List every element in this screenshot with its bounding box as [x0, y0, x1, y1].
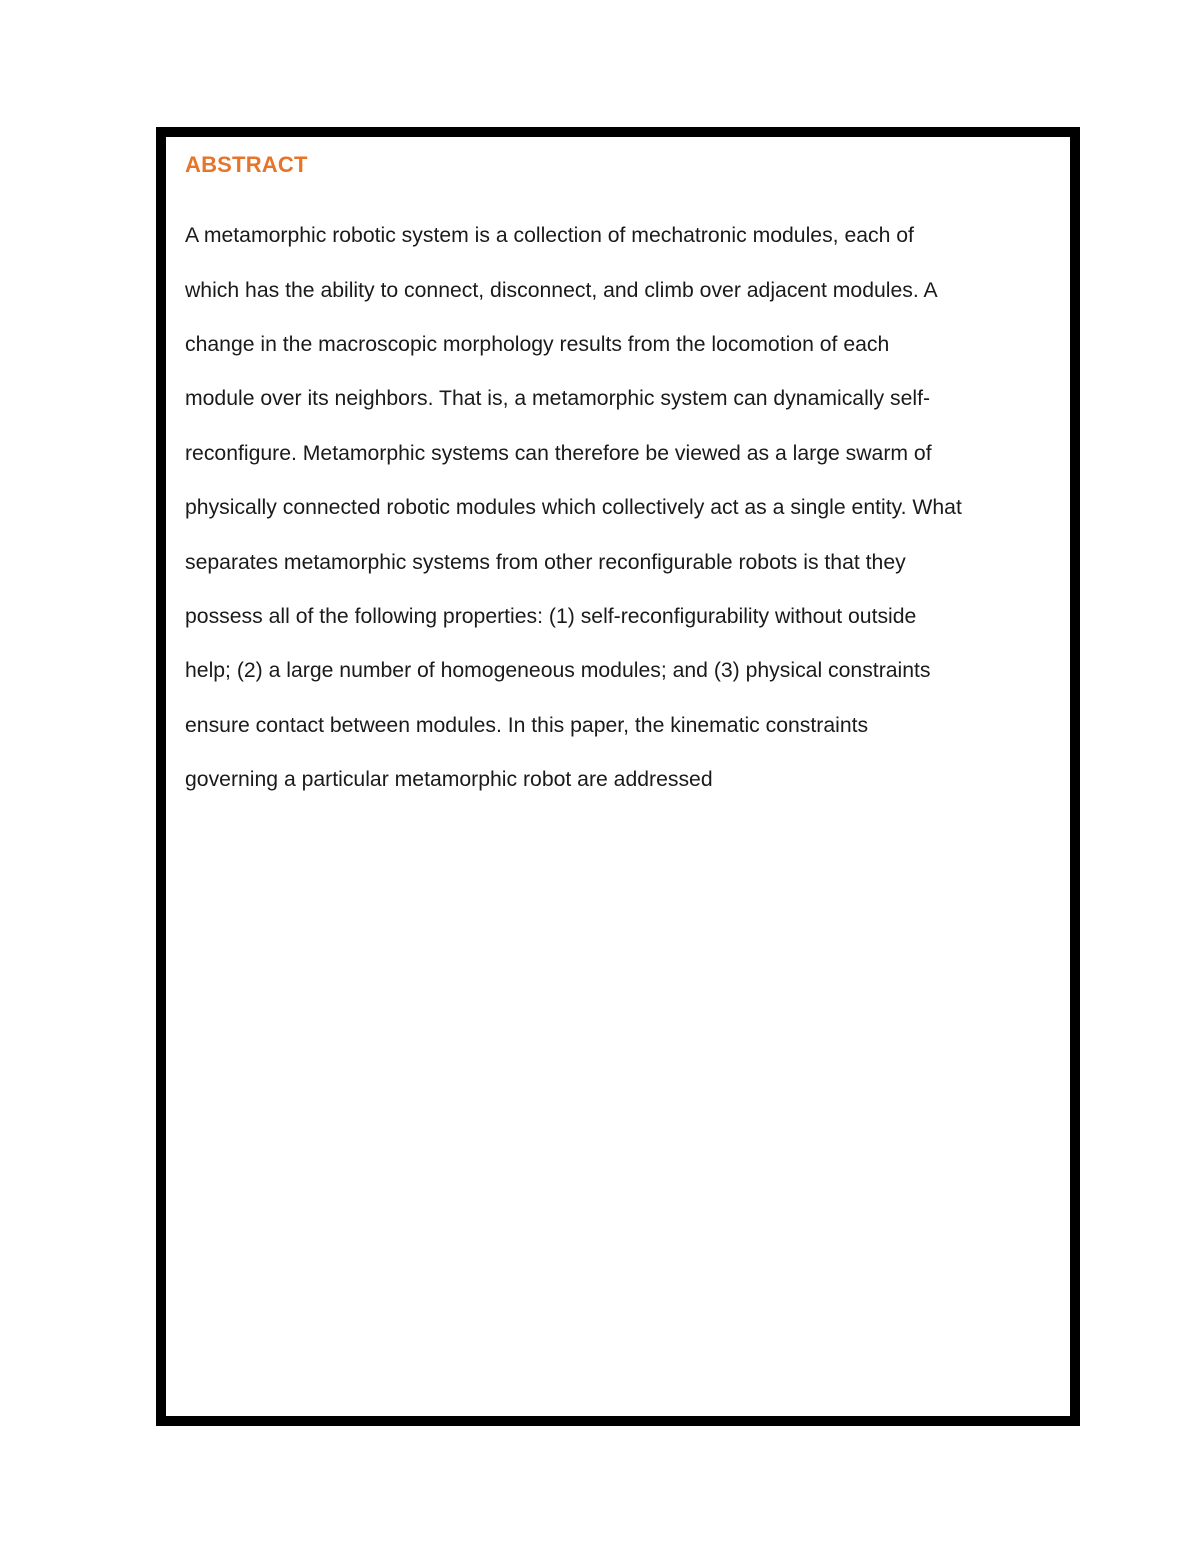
abstract-line: physically connected robotic modules which collectively act as a single entity. What — [185, 496, 962, 520]
abstract-line: governing a particular metamorphic robot are addressed — [185, 768, 713, 792]
abstract-line: ensure contact between modules. In this paper, the kinematic constraints — [185, 713, 869, 737]
abstract-line: reconfigure. Metamorphic systems can therefore be viewed as a large swarm of — [185, 441, 932, 465]
abstract-line: module over its neighbors. That is, a metamorphic system can dynamically self- — [185, 387, 931, 411]
abstract-line: separates metamorphic systems from other reconfigurable robots is that they — [185, 550, 906, 574]
abstract-line: A metamorphic robotic system is a collection of mechatronic modules, each of — [185, 224, 914, 248]
abstract-line: which has the ability to connect, disconnect, and climb over adjacent modules. A — [185, 278, 938, 302]
abstract-line: change in the macroscopic morphology results from the locomotion of each — [185, 333, 890, 357]
abstract-body — [185, 195, 1055, 821]
abstract-frame — [156, 127, 1080, 1426]
abstract-heading: ABSTRACT — [185, 152, 308, 177]
abstract-line: help; (2) a large number of homogeneous modules; and (3) physical constraints — [185, 659, 931, 683]
abstract-line: possess all of the following properties: (1) self-reconfigurability without outside — [185, 605, 917, 629]
